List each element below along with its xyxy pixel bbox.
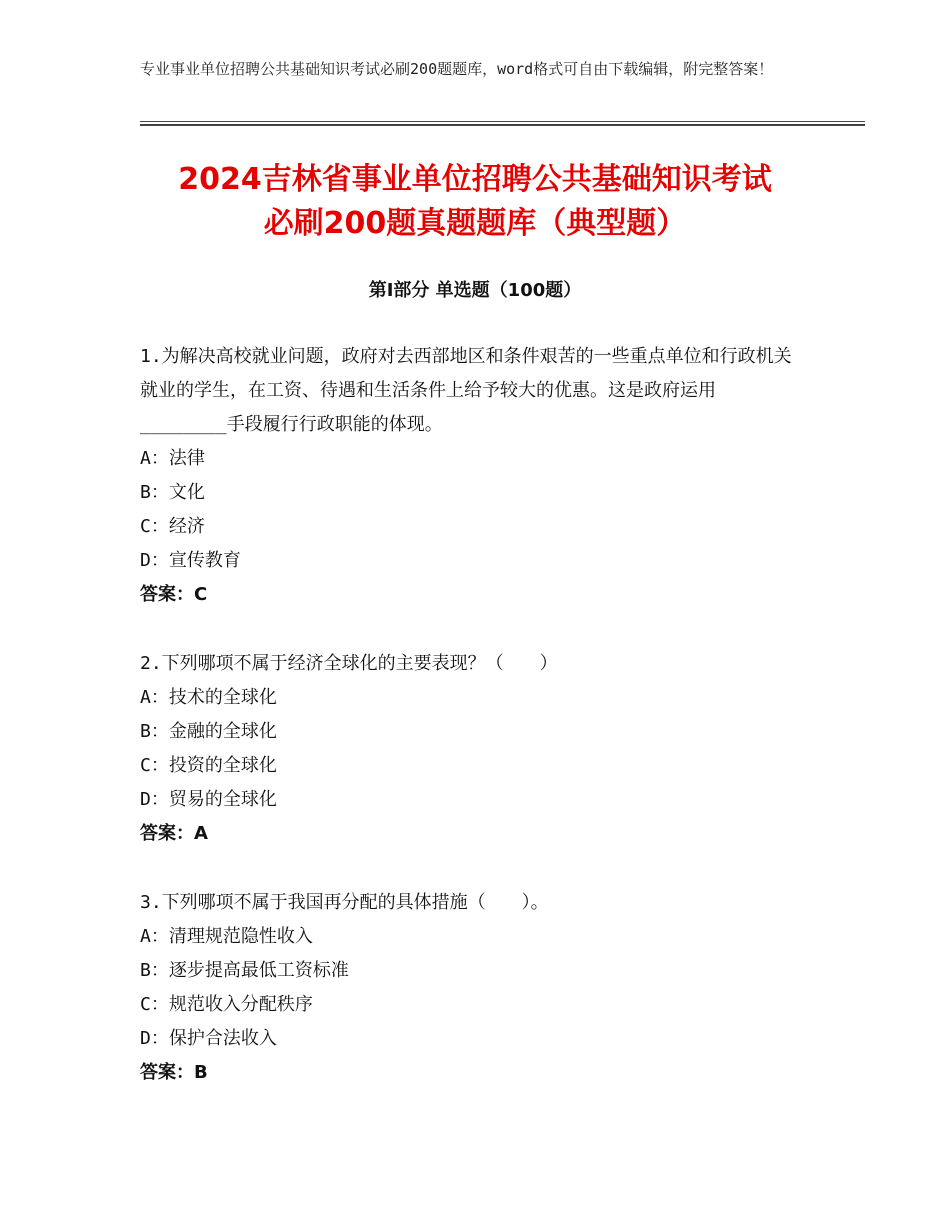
- question-stem: 3.下列哪项不属于我国再分配的具体措施（ ）。: [140, 892, 549, 913]
- section-title: 第Ⅰ部分 单选题（100题）: [368, 280, 582, 301]
- option-b: B：逐步提高最低工资标准: [140, 960, 349, 981]
- header-note: 专业事业单位招聘公共基础知识考试必刷200题题库，word格式可自由下载编辑，附完整答案！: [140, 60, 774, 78]
- option-c: C：规范收入分配秩序: [140, 994, 313, 1015]
- title-line-2: 必刷200题真题题库（典型题）: [263, 206, 687, 241]
- option-d: D：宣传教育: [140, 550, 241, 571]
- option-b: B：金融的全球化: [140, 721, 277, 742]
- question-2: [140, 647, 800, 851]
- option-d: D：贸易的全球化: [140, 789, 277, 810]
- option-d: D：保护合法收入: [140, 1028, 277, 1049]
- answer: 答案：A: [140, 823, 208, 844]
- option-b: B：文化: [140, 482, 205, 503]
- question-stem: 2.下列哪项不属于经济全球化的主要表现？（ ）: [140, 653, 558, 674]
- answer: 答案：B: [140, 1062, 208, 1083]
- option-c: C：经济: [140, 516, 205, 537]
- option-a: A：技术的全球化: [140, 687, 277, 708]
- question-1: [140, 340, 800, 612]
- option-a: A：清理规范隐性收入: [140, 926, 313, 947]
- question-stem: 1.为解决高校就业问题，政府对去西部地区和条件艰苦的一些重点单位和行政机关就业的学生，在工资、待遇和生活条件上给予较大的优惠。这是政府运用________手段履行行政职能的体现。: [140, 346, 792, 435]
- answer: 答案：C: [140, 584, 208, 605]
- title-line-1: 2024吉林省事业单位招聘公共基础知识考试: [178, 162, 772, 197]
- option-a: A：法律: [140, 448, 205, 469]
- question-3: [140, 886, 800, 1090]
- document-title: [100, 158, 850, 246]
- option-c: C：投资的全球化: [140, 755, 277, 776]
- header-divider-top: [140, 121, 865, 122]
- header-divider-bottom: [140, 124, 865, 126]
